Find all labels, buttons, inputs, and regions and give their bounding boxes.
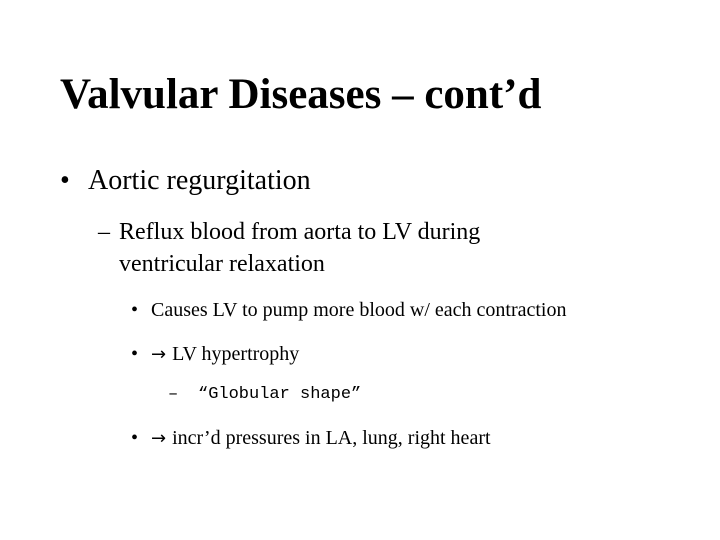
bullet-text: incr’d pressures in LA, lung, right heart [172, 427, 491, 449]
bullet-text: LV hypertrophy [172, 343, 300, 365]
sub-bullet-text: Reflux blood from aorta to LV during ventricular relaxation [119, 219, 481, 277]
bullet-marker: • [60, 165, 70, 196]
dash-marker: – [168, 385, 179, 404]
bullet-text: Aortic regurgitation [88, 165, 311, 196]
arrow-right-icon: → [151, 344, 167, 365]
bullet-marker: • [131, 343, 139, 365]
sub-bullet-text: “Globular shape” [198, 385, 362, 404]
bullet-text: Causes LV to pump more blood w/ each contraction [151, 299, 567, 321]
bullet-marker: • [131, 427, 139, 449]
slide-title: Valvular Diseases – cont’d [60, 71, 542, 118]
bullet-marker: • [131, 299, 139, 321]
arrow-right-icon: → [151, 428, 167, 449]
dash-marker: – [98, 219, 110, 245]
